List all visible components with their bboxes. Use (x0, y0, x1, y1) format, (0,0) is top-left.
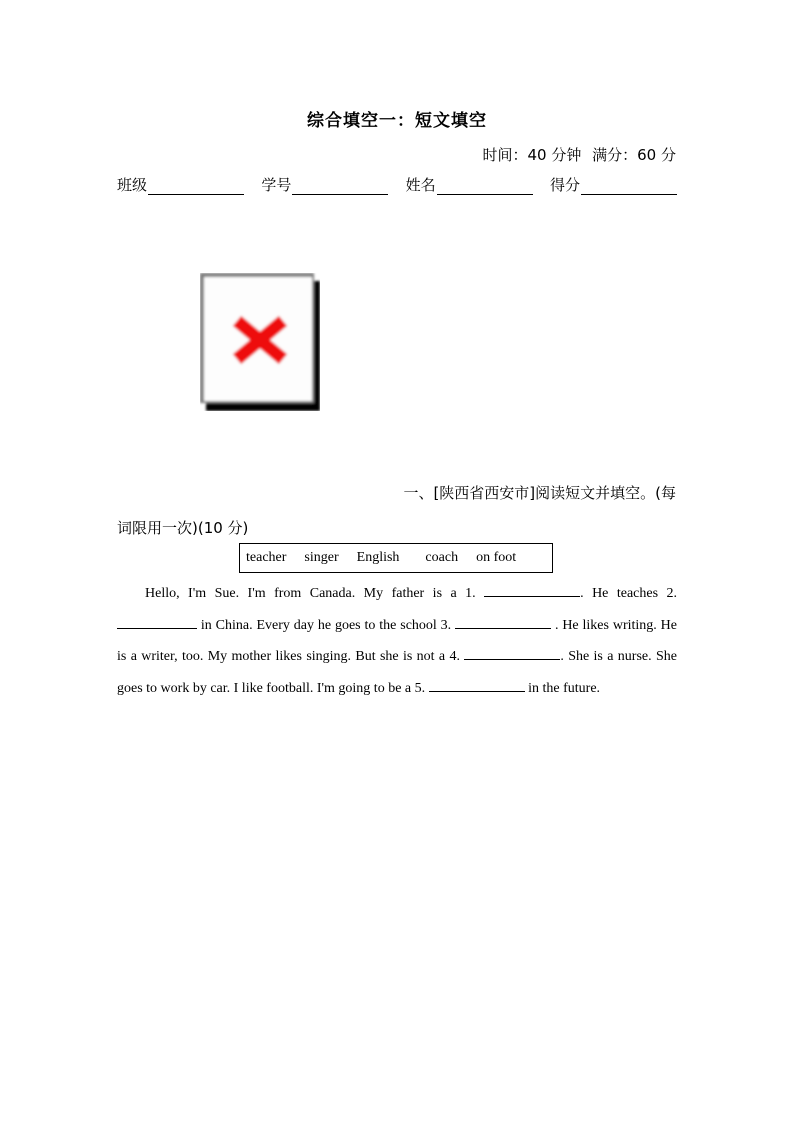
score-field (550, 174, 677, 195)
passage-text: . He likes writing. He is a writer, too. My mother likes singing. But she is not a 4. (117, 617, 677, 664)
score-label: 得分 (549, 176, 580, 194)
student-number-label: 学号 (261, 176, 292, 194)
score-blank[interactable] (581, 177, 677, 195)
word-bank-item: singer (304, 550, 339, 565)
answer-blank-2[interactable] (117, 614, 197, 629)
total-score: 满分：60 分 (592, 146, 676, 164)
class-field (117, 174, 244, 195)
student-info-fields (117, 174, 677, 195)
word-bank-item: coach (425, 550, 459, 565)
word-bank-item: English (356, 550, 400, 565)
student-number-blank[interactable] (292, 177, 388, 195)
section-heading-continued: 词限用一次)(10 分) (117, 519, 249, 537)
time-limit: 时间：40 分钟 (482, 146, 582, 164)
passage-text: . She is a nurse. She goes to work by car. I like football. I'm going to be a 5. (117, 649, 677, 696)
word-bank-item: on foot (476, 550, 517, 565)
class-label: 班级 (117, 176, 148, 194)
answer-blank-1[interactable] (484, 582, 580, 597)
passage-text: . He teaches 2. (580, 586, 677, 601)
page-title: 综合填空一：短文填空 (307, 111, 487, 131)
passage-paragraph (117, 578, 677, 704)
name-label: 姓名 (405, 176, 436, 194)
answer-blank-4[interactable] (464, 645, 560, 660)
word-bank (239, 543, 553, 573)
answer-blank-5[interactable] (429, 677, 525, 692)
exam-meta (483, 144, 677, 165)
name-field (406, 174, 533, 195)
broken-image-icon (200, 273, 320, 411)
word-bank-item: teacher (246, 550, 287, 565)
class-blank[interactable] (148, 177, 244, 195)
section-heading: 一、[陕西省西安市]阅读短文并填空。(每 (403, 484, 676, 502)
reading-passage (117, 578, 677, 704)
name-blank[interactable] (437, 177, 533, 195)
passage-text: Hello, I'm Sue. I'm from Canada. My father is a 1. (145, 586, 485, 601)
passage-text: in China. Every day he goes to the school 3. (197, 617, 456, 633)
student-number-field (261, 174, 388, 195)
answer-blank-3[interactable] (455, 614, 551, 629)
passage-text: in the future. (524, 680, 601, 696)
